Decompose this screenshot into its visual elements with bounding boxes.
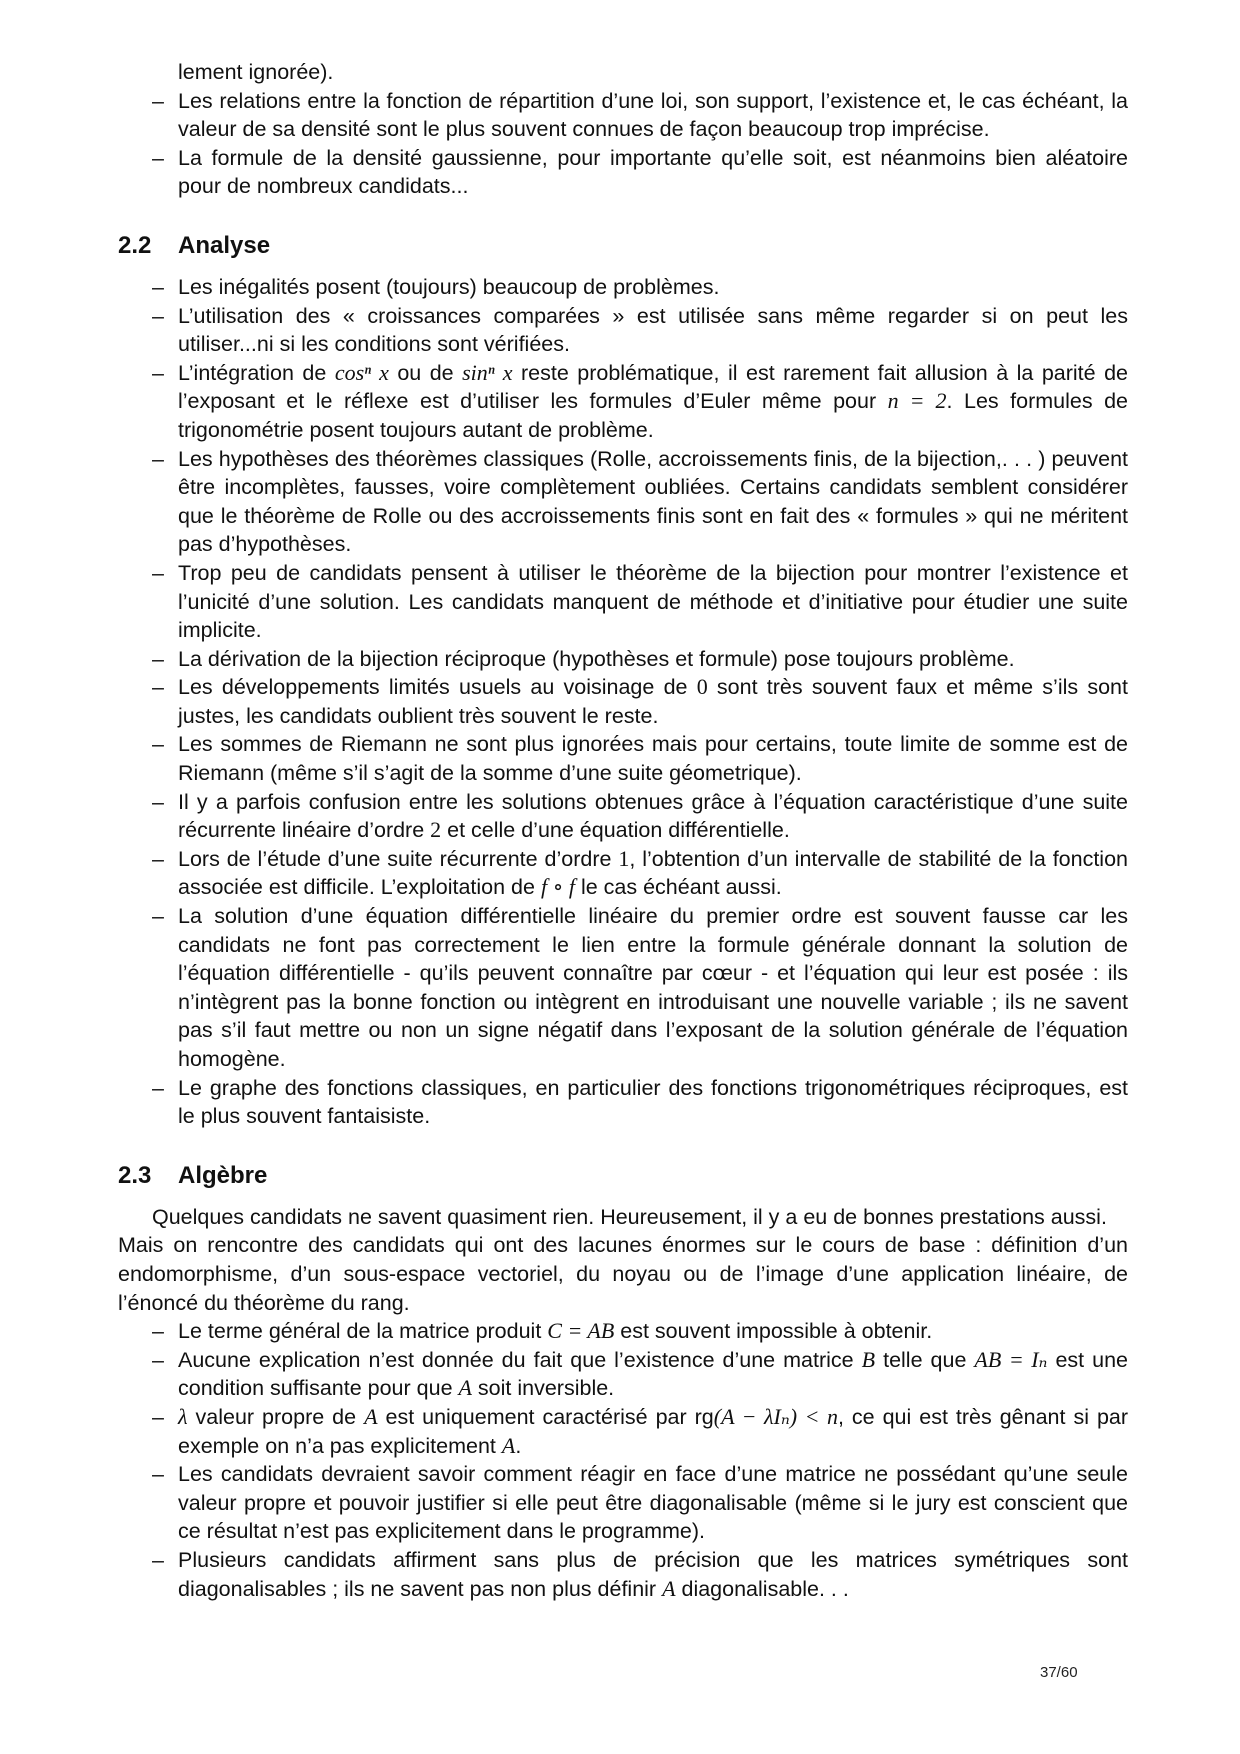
- list-item: – Les inégalités posent (toujours) beaucoup de problèmes.: [118, 273, 1128, 302]
- section-number: 2.3: [118, 1161, 152, 1189]
- list-item: – Le terme général de la matrice produit C = AB est souvent impossible à obtenir.: [118, 1317, 1128, 1346]
- list-item: – La solution d’une équation différentielle linéaire du premier ordre est souvent fausse car les candidats ne font pas correctement le lien entre la formule générale donnant la solution de l’équation différentielle - qu’ils peuvent connaître par cœur - et l’équation qui leur est posée : ils n’intègrent pas la bonne fonction ou intègrent en introduisant une nouvelle variable ; ils ne savent pas s’il faut mettre ou non un signe négatif dans l’exposant de la solution générale de l’équation homogène.: [118, 902, 1128, 1074]
- list-item: – La dérivation de la bijection réciproque (hypothèses et formule) pose toujours problème.: [118, 645, 1128, 674]
- list-item: – Les candidats devraient savoir comment réagir en face d’une matrice ne possédant qu’une seule valeur propre et pouvoir justifier si elle peut être diagonalisable (même si le jury est conscient que ce résultat n’est pas explicitement dans le programme).: [118, 1460, 1128, 1546]
- math-two: 2: [430, 817, 442, 843]
- math-b: B: [861, 1346, 876, 1372]
- math-rank-condition: (A − λIₙ) < n: [713, 1403, 838, 1429]
- list-item: – L’utilisation des « croissances comparées » est utilisée sans même regarder si on peut les utiliser...ni si les conditions sont vérifiées.: [118, 302, 1128, 359]
- list-item: – Les sommes de Riemann ne sont plus ignorées mais pour certains, toute limite de somme est de Riemann (même s’il s’agit de la somme d’une suite géometrique).: [118, 730, 1128, 787]
- section-title: Algèbre: [178, 1161, 268, 1189]
- math-a: A: [458, 1375, 472, 1401]
- document-page: [118, 58, 1128, 1603]
- list-continuation: lement ignorée).: [178, 60, 334, 84]
- paragraph: Mais on rencontre des candidats qui ont des lacunes énormes sur le cours de base : définition d’un endomorphisme, d’un sous-espace vectoriel, du noyau ou de l’image d’une application linéaire, de l’énoncé du théorème du rang.: [118, 1233, 1128, 1315]
- math-a: A: [662, 1575, 676, 1601]
- math-ab-equals-in: AB = Iₙ: [974, 1346, 1048, 1372]
- section-heading-algebre: [118, 1161, 1128, 1191]
- list-item: – Il y a parfois confusion entre les solutions obtenues grâce à l’équation caractéristique d’une suite récurrente linéaire d’ordre 2 et celle d’une équation différentielle.: [118, 788, 1128, 845]
- paragraph: Quelques candidats ne savent quasiment rien. Heureusement, il y a eu de bonnes prestations aussi.: [152, 1204, 1107, 1229]
- math-c-equals-ab: C = AB: [547, 1318, 615, 1344]
- list-item: – La formule de la densité gaussienne, pour importante qu’elle soit, est néanmoins bien aléatoire pour de nombreux candidats...: [118, 144, 1128, 201]
- section-number: 2.2: [118, 231, 152, 259]
- top-list: [118, 87, 1128, 201]
- algebre-list: [118, 1317, 1128, 1603]
- list-item: – Les hypothèses des théorèmes classiques (Rolle, accroissements finis, de la bijection,. . . ) peuvent être incomplètes, fausses, voire complètement oubliées. Certains candidats semblent considérer que le théorème de Rolle ou des accroissements finis sont en fait des « formules » qui ne méritent pas d’hypothèses.: [118, 445, 1128, 559]
- list-item: – Plusieurs candidats affirment sans plus de précision que les matrices symétriques sont diagonalisables ; ils ne savent pas non plus définir A diagonalisable. . .: [118, 1546, 1128, 1603]
- list-item: – λ valeur propre de A est uniquement caractérisé par rg(A − λIₙ) < n, ce qui est très gênant si par exemple on n’a pas explicitement A.: [118, 1403, 1128, 1460]
- list-item: – Le graphe des fonctions classiques, en particulier des fonctions trigonométriques réciproques, est le plus souvent fantaisiste.: [118, 1074, 1128, 1131]
- math-a: A: [364, 1403, 378, 1429]
- list-item: – Trop peu de candidats pensent à utiliser le théorème de la bijection pour montrer l’existence et l’unicité d’une solution. Les candidats manquent de méthode et d’initiative pour étudier une suite implicite.: [118, 559, 1128, 645]
- list-item: – Lors de l’étude d’une suite récurrente d’ordre 1, l’obtention d’un intervalle de stabilité de la fonction associée est difficile. L’exploitation de f ∘ f le cas échéant aussi.: [118, 845, 1128, 902]
- math-cos-n-x: cosⁿ x: [334, 359, 389, 385]
- list-item: – L’intégration de cosⁿ x ou de sinⁿ x reste problématique, il est rarement fait allusion à la parité de l’exposant et le réflexe est d’utiliser les formules d’Euler même pour n = 2. Les formules de trigonométrie posent toujours autant de problème.: [118, 359, 1128, 445]
- math-n-equals-2: n = 2: [887, 388, 947, 414]
- analyse-list: [118, 273, 1128, 1131]
- list-item: – Les développements limités usuels au voisinage de 0 sont très souvent faux et même s’ils sont justes, les candidats oublient très souvent le reste.: [118, 673, 1128, 730]
- math-f-compose-f: f ∘ f: [540, 874, 575, 900]
- math-a: A: [501, 1432, 516, 1458]
- math-zero: 0: [696, 674, 708, 700]
- list-item: – Les relations entre la fonction de répartition d’une loi, son support, l’existence et, le cas échéant, la valeur de sa densité sont le plus souvent connues de façon beaucoup trop imprécise.: [118, 87, 1128, 144]
- math-sin-n-x: sinⁿ x: [462, 359, 513, 385]
- section-title: Analyse: [178, 231, 271, 259]
- list-item: – Aucune explication n’est donnée du fait que l’existence d’une matrice B telle que AB = Iₙ est une condition suffisante pour que A soit inversible.: [118, 1346, 1128, 1403]
- math-one: 1: [618, 845, 630, 871]
- section-heading-analyse: [118, 231, 1128, 261]
- math-lambda: λ: [178, 1403, 188, 1429]
- page-number: 37/60: [1040, 1664, 1078, 1681]
